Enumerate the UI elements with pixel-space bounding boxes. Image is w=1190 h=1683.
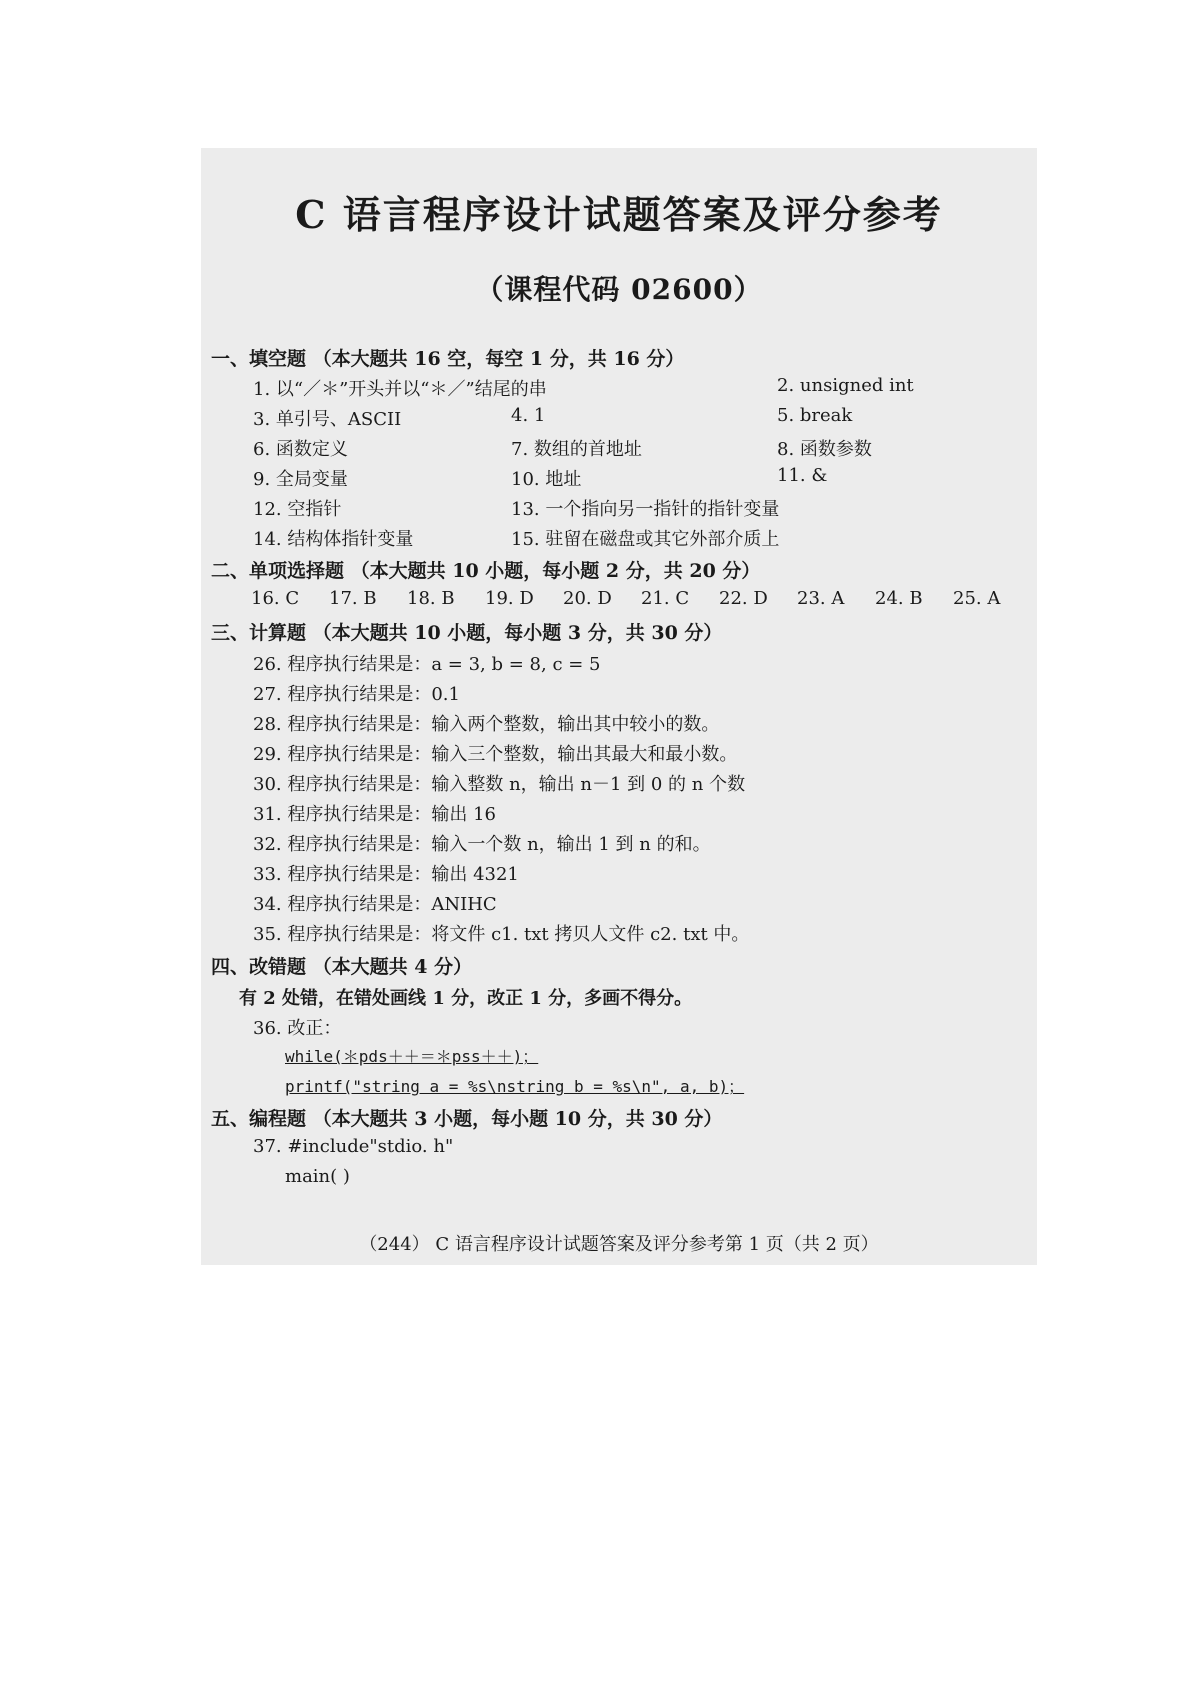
result-item: 26. 程序执行结果是：a = 3, b = 8, c = 5 [253, 654, 601, 675]
choice-answer: 21. C [641, 588, 690, 609]
page-footer: （244） C 语言程序设计试题答案及评分参考第 1 页（共 2 页） [359, 1234, 879, 1255]
choice-answer: 24. B [875, 588, 923, 609]
section4-heading: 四、改错题 （本大题共 4 分） [211, 956, 473, 978]
choice-answer: 18. B [407, 588, 455, 609]
result-item: 33. 程序执行结果是：输出 4321 [253, 864, 519, 885]
choice-answer: 16. C [251, 588, 300, 609]
code-line: 37. #include"stdio. h" [253, 1136, 454, 1157]
section3-heading: 三、计算题 （本大题共 10 小题，每小题 3 分，共 30 分） [211, 622, 723, 644]
result-item: 30. 程序执行结果是：输入整数 n，输出 n－1 到 0 的 n 个数 [253, 774, 746, 795]
result-item: 27. 程序执行结果是：0.1 [253, 684, 460, 705]
choice-answer: 19. D [485, 588, 534, 609]
choice-answer: 25. A [953, 588, 1001, 609]
result-item: 29. 程序执行结果是：输入三个整数，输出其最大和最小数。 [253, 744, 738, 765]
answer-item: 4. 1 [511, 405, 546, 426]
answer-item: 12. 空指针 [253, 499, 342, 520]
code-line: main( ) [285, 1166, 350, 1187]
answer-item: 7. 数组的首地址 [511, 439, 642, 460]
answer-item: 9. 全局变量 [253, 469, 348, 490]
scanned-page [201, 148, 1037, 1265]
section2-heading: 二、单项选择题 （本大题共 10 小题，每小题 2 分，共 20 分） [211, 560, 761, 582]
answer-item: 6. 函数定义 [253, 439, 348, 460]
answer-item: 10. 地址 [511, 469, 582, 490]
answer-item: 1. 以“／＊”开头并以“＊／”结尾的串 [253, 379, 547, 400]
answer-item: 8. 函数参数 [777, 439, 872, 460]
answer-item: 11. & [777, 465, 828, 486]
page-title: C 语言程序设计试题答案及评分参考 [295, 192, 943, 237]
code-line: while(＊pds＋＋＝＊pss＋＋)； [285, 1047, 539, 1066]
choice-answer: 17. B [329, 588, 377, 609]
choice-answer: 20. D [563, 588, 612, 609]
choice-answer: 22. D [719, 588, 768, 609]
result-item: 32. 程序执行结果是：输入一个数 n，输出 1 到 n 的和。 [253, 834, 711, 855]
section4-note: 有 2 处错，在错处画线 1 分，改正 1 分，多画不得分。 [239, 988, 693, 1009]
result-item: 31. 程序执行结果是：输出 16 [253, 804, 496, 825]
answer-item: 5. break [777, 405, 853, 426]
answer-item: 13. 一个指向另一指针的指针变量 [511, 499, 780, 520]
correction-label: 36. 改正： [253, 1018, 342, 1039]
section5-heading: 五、编程题 （本大题共 3 小题，每小题 10 分，共 30 分） [211, 1108, 723, 1130]
result-item: 35. 程序执行结果是：将文件 c1. txt 拷贝人文件 c2. txt 中。 [253, 924, 750, 945]
result-item: 34. 程序执行结果是：ANIHC [253, 894, 497, 915]
answer-item: 3. 单引号、ASCII [253, 409, 402, 430]
result-item: 28. 程序执行结果是：输入两个整数，输出其中较小的数。 [253, 714, 720, 735]
answer-item: 14. 结构体指针变量 [253, 529, 414, 550]
code-line: printf("string a = %s\nstring b = %s\n", a, b)； [285, 1077, 745, 1096]
section1-heading: 一、填空题 （本大题共 16 空，每空 1 分，共 16 分） [211, 348, 685, 370]
choice-answer: 23. A [797, 588, 845, 609]
page-subtitle: （课程代码 02600） [475, 273, 763, 306]
answer-item: 2. unsigned int [777, 375, 914, 396]
answer-item: 15. 驻留在磁盘或其它外部介质上 [511, 529, 780, 550]
